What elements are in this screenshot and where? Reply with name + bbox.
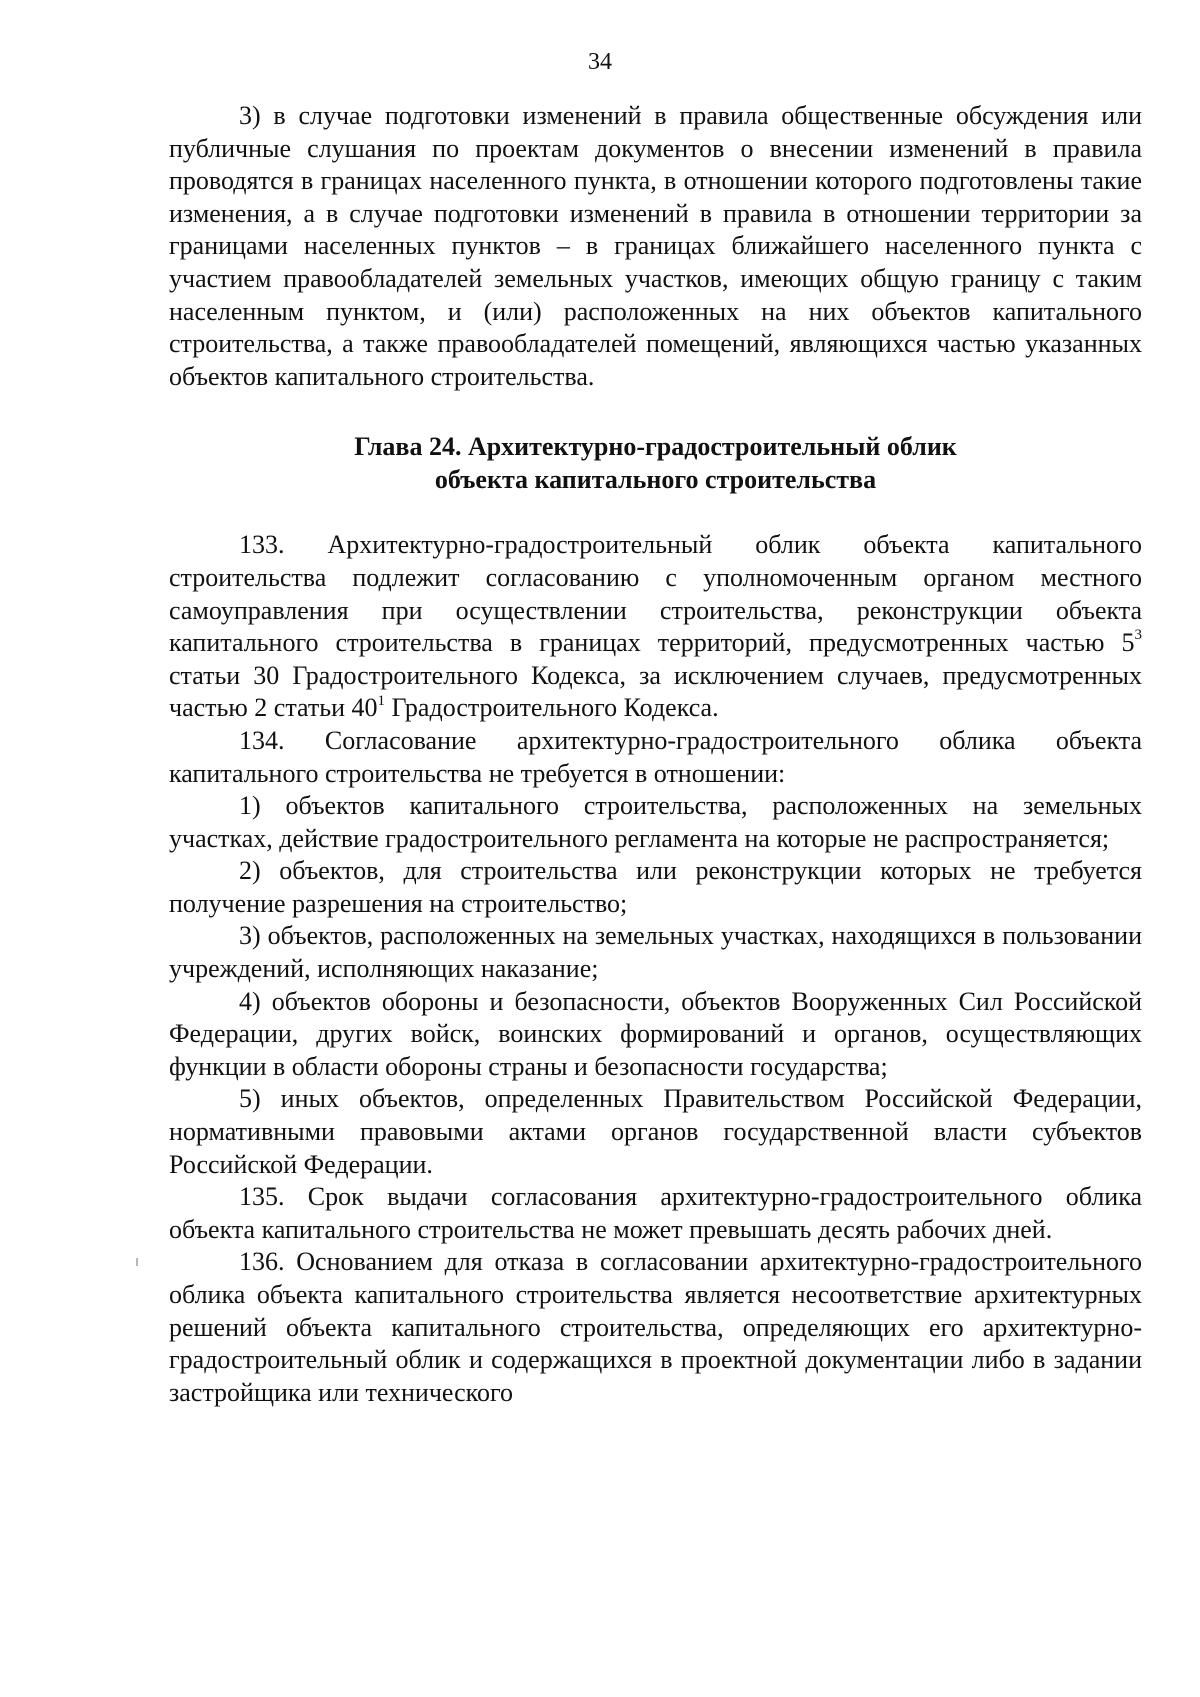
document-body	[169, 100, 1142, 1409]
page-number: 34	[588, 49, 612, 75]
paragraph-133-superscript-2: 1	[377, 692, 386, 709]
paragraph-133-superscript-1: 3	[1134, 627, 1142, 644]
paragraph-135: 135. Срок выдачи согласования архитектурно-градостроительного облика объекта капитального строительства не может превышать десять рабочих дней.	[169, 1182, 1142, 1244]
scan-speck	[136, 1258, 138, 1266]
paragraph-134-item-3: 3) объектов, расположенных на земельных участках, находящихся в пользовании учреждений, исполняющих наказание;	[169, 921, 1142, 984]
paragraph-133	[169, 529, 1142, 725]
paragraph-133-text-3: Градостроительного Кодекса.	[385, 693, 719, 723]
chapter-heading-line-2: объекта капитального строительства	[434, 465, 877, 495]
paragraph-134-item-5: 5) иных объектов, определенных Правительством Российской Федерации, нормативными правовыми актами органов государственной власти субъектов Российской Федерации.	[169, 1084, 1142, 1179]
chapter-heading-line-1: Глава 24. Архитектурно-градостроительный облик	[354, 432, 957, 462]
paragraph-134: 134. Согласование архитектурно-градостроительного облика объекта капитального строительства не требуется в отношении:	[169, 725, 1142, 788]
chapter-heading	[169, 430, 1142, 496]
paragraph-136: 136. Основанием для отказа в согласовании архитектурно-градостроительного облика объекта капитального строительства является несоответствие архитектурных решений объекта капитального строительства, определяющих его архитектурно-градостроительный облик и содержащихся в проектной документации либо в задании застройщика или технического	[169, 1247, 1142, 1407]
paragraph-134-item-1: 1) объектов капитального строительства, расположенных на земельных участках, действие градостроительного регламента на которые не распространяется;	[169, 791, 1142, 853]
paragraph-134-item-2: 2) объектов, для строительства или реконструкции которых не требуется получение разрешения на строительство;	[169, 856, 1142, 918]
paragraph-134-item-4: 4) объектов обороны и безопасности, объектов Вооруженных Сил Российской Федерации, других войск, воинских формирований и органов, осуществляющих функции в области обороны страны и безопасности государства;	[169, 986, 1142, 1081]
paragraph-133-text-2: статьи 30 Градостроительного Кодекса, за исключением случаев, предусмотренных частью 2 статьи 40	[169, 660, 1142, 723]
paragraph-133-text-1: 133. Архитектурно-градостроительный облик объекта капитального строительства подлежит согласованию с уполномоченным органом местного самоуправления при осуществлении строительства, реконструкции объекта капитального строительства в границах территорий, предусмотренных частью 5	[169, 530, 1142, 658]
paragraph-3-public-hearings: 3) в случае подготовки изменений в правила общественные обсуждения или публичные слушания по проектам документов о внесении изменений в правила проводятся в границах населенного пункта, в отношении которого подготовлены такие изменения, а в случае подготовки изменений в правила в отношении территории за границами населенных пунктов – в границах ближайшего населенного пункта с участием правообладателей земельных участков, имеющих общую границу с таким населенным пунктом, и (или) расположенных на них объектов капитального строительства, а также правообладателей помещений, являющихся частью указанных объектов капитального строительства.	[169, 101, 1142, 391]
